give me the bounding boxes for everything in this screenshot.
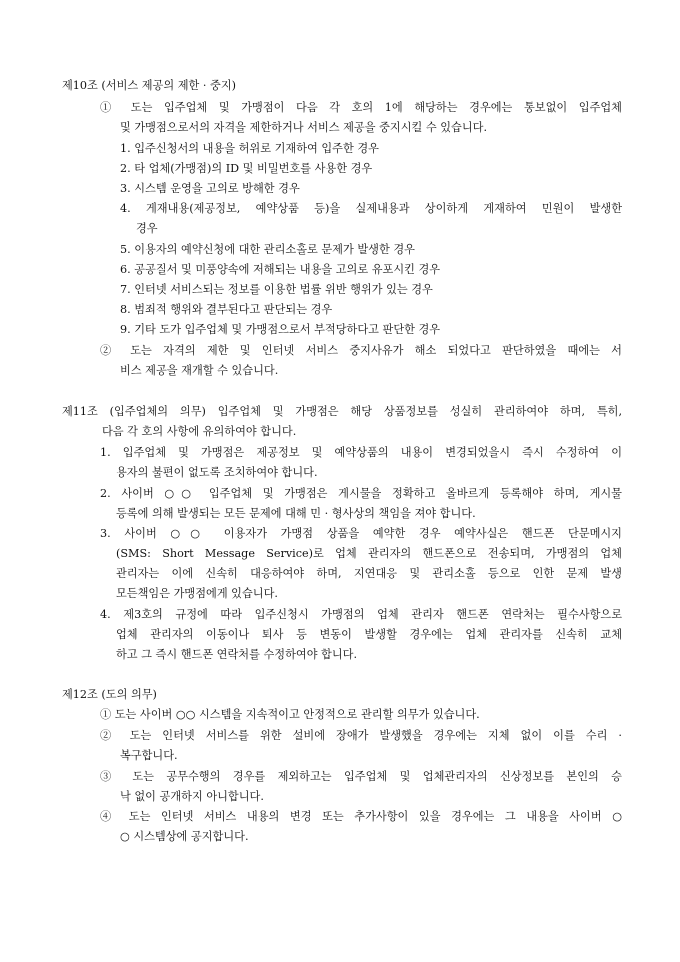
article-10-paragraph-2-line-1: ② 도는 자격의 제한 및 인터넷 서비스 중지사유가 해소 되었다고 판단하였을 때에는 서 <box>100 344 622 357</box>
article-10-paragraph-1-line-1: ① 도는 입주업체 및 가맹점이 다음 각 호의 1에 해당하는 경우에는 통보없이 입주업체 <box>100 101 622 114</box>
article-12-title: 제12조 (도의 의무) <box>62 688 157 701</box>
article-11-item-1-line-2: 용자의 불편이 없도록 조치하여야 합니다. <box>116 466 318 479</box>
article-11-title-line-2: 다음 각 호의 사항에 유의하여야 합니다. <box>102 425 297 438</box>
article-11-item-3-line-2: (SMS: Short Message Service)로 업체 관리자의 핸드폰으로 전송되며, 가맹점의 업체 <box>116 547 622 560</box>
article-11-item-2-line-2: 등록에 의해 발생되는 모든 문제에 대해 민 · 형사상의 책임을 져야 합니다. <box>116 507 476 520</box>
article-11-item-2-line-1: 2. 사이버 ○○ 입주업체 및 가맹점은 게시물을 정확하고 올바르게 등록해야 하며, 게시물 <box>100 487 622 500</box>
article-11-item-3-line-4: 모든책임은 가맹점에게 있습니다. <box>116 587 278 600</box>
article-12-paragraph-4-line-1: ④ 도는 인터넷 서비스 내용의 변경 또는 추가사항이 있을 경우에는 그 내용을 사이버 ○ <box>100 810 622 823</box>
article-10-item-9: 9. 기타 도가 입주업체 및 가맹점으로서 부적당하다고 판단한 경우 <box>120 323 441 336</box>
article-12-paragraph-3-line-2: 낙 없이 공개하지 아니합니다. <box>120 790 264 803</box>
article-11-item-4-line-2: 업체 관리자의 이동이나 퇴사 등 변동이 발생할 경우에는 업체 관리자를 신속히 교체 <box>116 628 622 641</box>
article-12-paragraph-2-line-2: 복구합니다. <box>120 749 178 762</box>
article-10-item-8: 8. 범죄적 행위와 결부된다고 판단되는 경우 <box>120 303 333 316</box>
article-11-item-3-line-3: 관리자는 이에 신속히 대응하여야 하며, 지연대응 및 관리소홀 등으로 인한 문제 발생 <box>116 567 622 580</box>
article-10-item-6: 6. 공공질서 및 미풍양속에 저해되는 내용을 고의로 유포시킨 경우 <box>120 263 441 276</box>
article-12-paragraph-2-line-1: ② 도는 인터넷 서비스를 위한 설비에 장애가 발생했을 경우에는 지체 없이 이를 수리 · <box>100 729 622 742</box>
article-10-item-4-line-2: 경우 <box>136 222 158 235</box>
article-10-item-5: 5. 이용자의 예약신청에 대한 관리소홀로 문제가 발생한 경우 <box>120 243 415 256</box>
article-10-title: 제10조 (서비스 제공의 제한 · 중지) <box>62 79 236 92</box>
article-11-title-line-1: 제11조 (입주업체의 의무) 입주업체 및 가맹점은 해당 상품정보를 성실히 관리하여야 하며, 특히, <box>62 405 622 418</box>
article-12-paragraph-4-line-2: ○ 시스템상에 공지합니다. <box>120 830 249 843</box>
article-10-paragraph-2-line-2: 비스 제공을 재개할 수 있습니다. <box>120 364 279 377</box>
article-11-item-3-line-1: 3. 사이버 ○○ 이용자가 가맹점 상품을 예약한 경우 예약사실은 핸드폰 단문메시지 <box>100 527 622 540</box>
article-12-paragraph-3-line-1: ③ 도는 공무수행의 경우를 제외하고는 입주업체 및 업체관리자의 신상정보를 본인의 승 <box>100 770 622 783</box>
article-10-paragraph-1-line-2: 및 가맹점으로서의 자격을 제한하거나 서비스 제공을 중지시킬 수 있습니다. <box>120 121 488 134</box>
article-10-item-3: 3. 시스템 운영을 고의로 방해한 경우 <box>120 182 300 195</box>
article-10-item-7: 7. 인터넷 서비스되는 정보를 이용한 법률 위반 행위가 있는 경우 <box>120 283 433 296</box>
article-10-item-4-line-1: 4. 게재내용(제공정보, 예약상품 등)을 실제내용과 상이하게 게재하여 민원이 발생한 <box>120 202 622 215</box>
article-10-item-1: 1. 입주신청서의 내용을 허위로 기재하여 입주한 경우 <box>120 142 379 155</box>
article-10-item-2: 2. 타 업체(가맹점)의 ID 및 비밀번호를 사용한 경우 <box>120 162 373 175</box>
article-12-paragraph-1: ① 도는 사이버 ○○ 시스템을 지속적이고 안정적으로 관리할 의무가 있습니다. <box>100 708 480 721</box>
article-11-item-4-line-1: 4. 제3호의 규정에 따라 입주신청시 가맹점의 업체 관리자 핸드폰 연락처는 필수사항으로 <box>100 608 622 621</box>
article-11-item-1-line-1: 1. 입주업체 및 가맹점은 제공정보 및 예약상품의 내용이 변경되었을시 즉시 수정하여 이 <box>100 446 622 459</box>
article-11-item-4-line-3: 하고 그 즉시 핸드폰 연락처를 수정하여야 합니다. <box>116 648 358 661</box>
